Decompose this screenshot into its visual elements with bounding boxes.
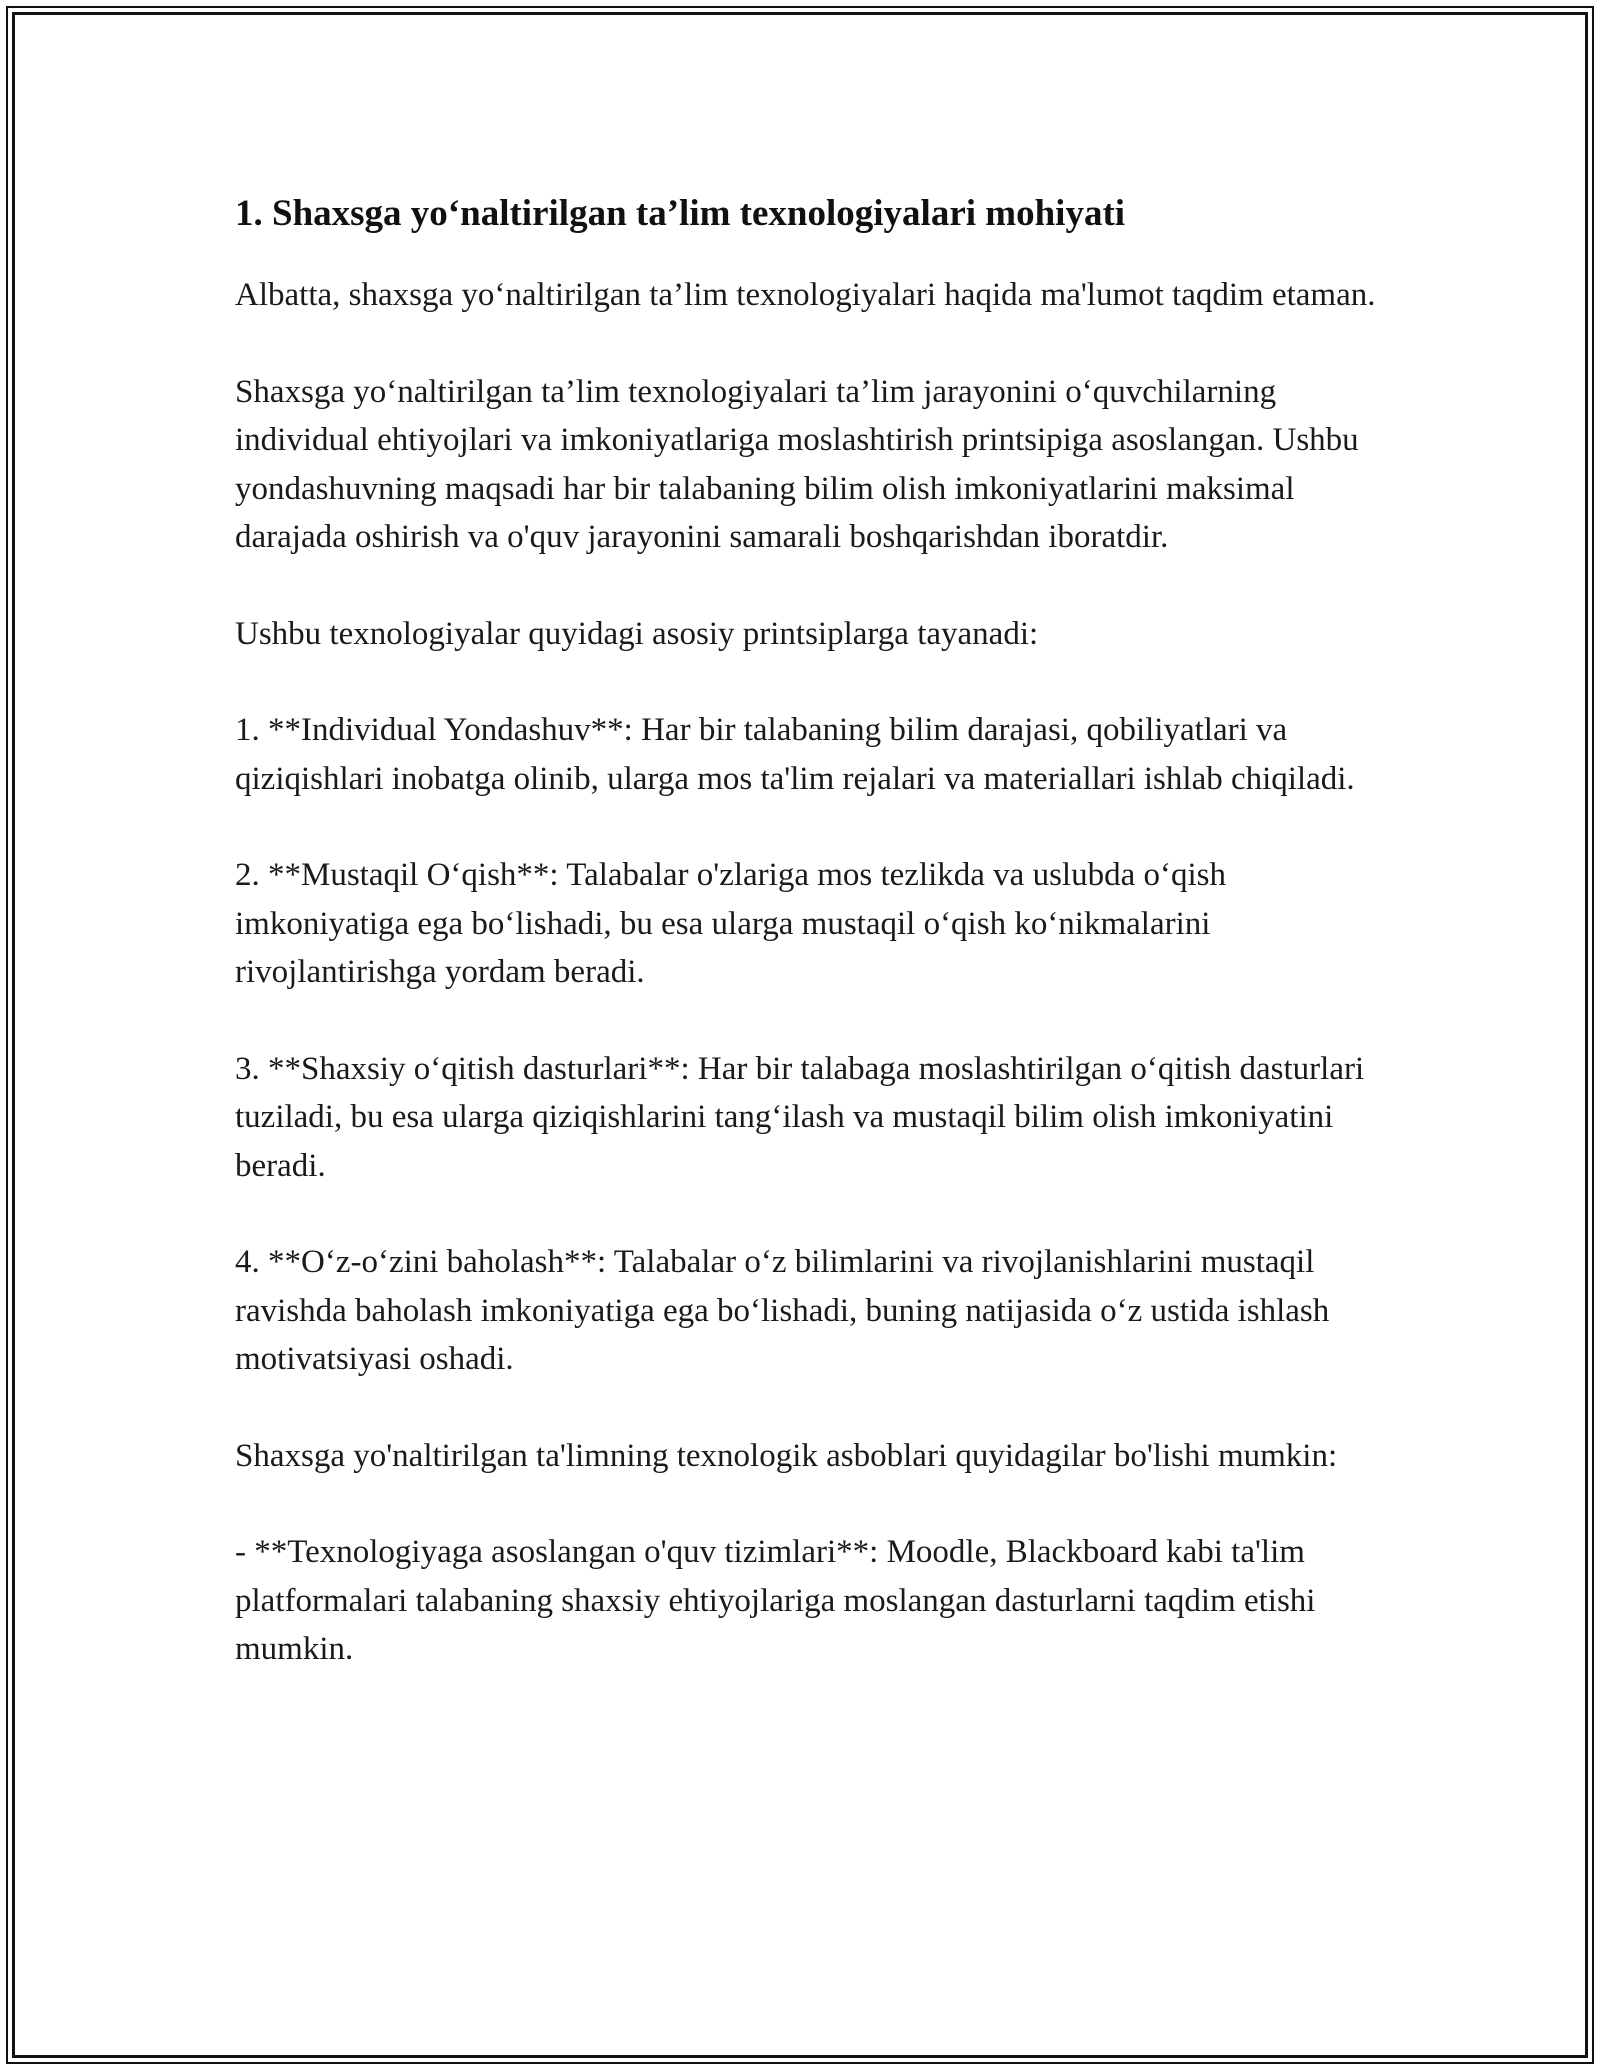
principle-item-self-assessment: 4. **O‘z-o‘zini baholash**: Talabalar o‘z bilimlarini va rivojlanishlarini mustaqil ravishda baholash imkoniyatiga ega bo‘lishadi, buning natijasida o‘z ustida ishlash motivatsiyasi oshadi. <box>235 1244 1330 1377</box>
document-body <box>235 185 1385 1674</box>
section-heading: 1. Shaxsga yo‘naltirilgan ta’lim texnologiyalari mohiyati <box>235 193 1126 234</box>
principle-item-independent-reading: 2. **Mustaqil O‘qish**: Talabalar o'zlariga mos tezlikda va uslubda o‘qish imkoniyatiga ega bo‘lishadi, bu esa ularga mustaqil o‘qish ko‘nikmalarini rivojlantirishga yordam beradi. <box>235 857 1226 990</box>
intro-paragraph: Albatta, shaxsga yo‘naltirilgan ta’lim texnologiyalari haqida ma'lumot taqdim etaman. <box>235 277 1376 313</box>
tools-intro-paragraph: Shaxsga yo'naltirilgan ta'limning texnologik asboblari quyidagilar bo'lishi mumkin: <box>235 1437 1338 1474</box>
principles-intro-paragraph: Ushbu texnologiyalar quyidagi asosiy printsiplarga tayanadi: <box>235 615 1039 652</box>
tools-list-item: - **Texnologiyaga asoslangan o'quv tizimlari**: Moodle, Blackboard kabi ta'lim platformalari talabaning shaxsiy ehtiyojlariga moslangan dasturlarni taqdim etishi mumkin. <box>235 1534 1316 1667</box>
principle-item-personal-programs: 3. **Shaxsiy o‘qitish dasturlari**: Har bir talabaga moslashtirilgan o‘qitish dasturlari tuziladi, bu esa ularga qiziqishlarini tang‘ilash va mustaqil bilim olish imkoniyatini beradi. <box>235 1050 1365 1184</box>
definition-paragraph: Shaxsga yo‘naltirilgan ta’lim texnologiyalari ta’lim jarayonini o‘quvchilarning individual ehtiyojlari va imkoniyatlariga moslashtirish printsipiga asoslangan. Ushbu yondashuvning maqsadi har bir talabaning bilim olish imkoniyatlarini maksimal darajada oshirish va o'quv jarayonini samarali boshqarishdan iboratdir. <box>235 373 1359 555</box>
principle-item-individual: 1. **Individual Yondashuv**: Har bir talabaning bilim darajasi, qobiliyatlari va qiziqishlari inobatga olinib, ularga mos ta'lim rejalari va materiallari ishlab chiqiladi. <box>235 712 1355 797</box>
